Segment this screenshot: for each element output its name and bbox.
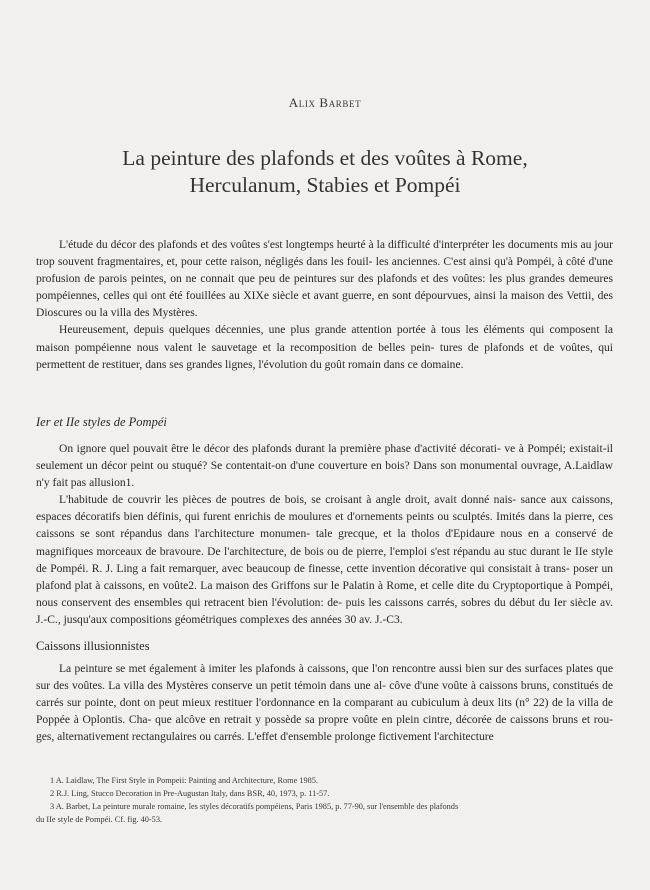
footnote-3: 3 A. Barbet, La peinture murale romaine, les styles décoratifs pompéiens, Paris 1985, p. 77-90, sur l'ensemble des plafonds <box>50 802 459 812</box>
article-title <box>0 145 650 199</box>
section2-text <box>36 661 613 746</box>
footnotes <box>36 774 613 826</box>
section1-paragraph-2: L'habitude de couvrir les pièces de poutres de bois, se croisant à angle droit, avait donné nais- sance aux caissons, espaces décoratifs bien définis, qui furent enrichis de moulures et d'ornements peints ou sculptés. Imités dans la pierre, ces caissons se sont répandus dans l'architecture monumen- tale grecque, et la tholos d'Epidaure nous en a conservé de magnifiques morceaux de bravoure. De l'architecture, de bois ou de pierre, l'emploi s'est répandu au stuc durant le IIe style de Pompéi. R. J. Ling a fait remarquer, avec beaucoup de finesse, cette invention décorative qui consistait à trans- poser un plafond plat à caissons, en voûte2. La maison des Griffons sur le Palatin à Rome, et celle dite du Cryptoportique à Pompéi, nous conservent des ensembles qui retracent bien l'évolution: de- puis les caissons carrés, sobres du début du Ier siècle av. J.-C., jusqu'aux compositions géométriques complexes des années 30 av. J.-C3. <box>36 494 614 626</box>
footnote-1: 1 A. Laidlaw, The First Style in Pompeii: Painting and Architecture, Rome 1985. <box>50 776 319 785</box>
section1-text <box>36 441 613 629</box>
intro-paragraph-1: L'étude du décor des plafonds et des voûtes s'est longtemps heurté à la difficulté d'interpréter les documents mis au jour trop souvent fragmentaires, et, pour cette raison, négligés dans les fouil- les anciennes. C'est ainsi qu'à Pompéi, à côté d'une profusion de parois peintes, on ne connait que peu de peintures sur des plafonds et des voûtes: les plus grandes demeures pompéiennes, celles qui ont été fouillées au XIXe siècle et avant guerre, en sont dépourvues, ainsi la maison des Vettii, des Dioscures ou la villa des Mystères. <box>36 239 614 320</box>
footnote-2: 2 R.J. Ling, Stucco Decoration in Pre-Augustan Italy, dans BSR, 40, 1973, p. 11-57. <box>50 789 330 799</box>
footnote-3-continued: du IIe style de Pompéi. Cf. fig. 40-53. <box>36 815 163 825</box>
section-heading-styles: Ier et IIe styles de Pompéi <box>36 415 167 429</box>
author-name: Alix Barbet <box>288 95 362 110</box>
intro-paragraph-2: Heureusement, depuis quelques décennies, une plus grande attention portée à tous les éléments qui composent la maison pompéienne nous valent le sauvetage et la recomposition de belles pein- tures de plafonds et de voûtes, qui permettent de restituer, dans ses grandes lignes, l'évolution du goût romain dans ce domaine. <box>36 324 614 371</box>
section1-paragraph-1: On ignore quel pouvait être le décor des plafonds durant la première phase d'activité décorati- ve à Pompéi; existait-il seulement un décor peint ou stuqué? Se contentait-on d'une couverture en bois? Dans son monumental ouvrage, A.Laidlaw n'y fait pas allusion1. <box>36 443 613 490</box>
intro-text <box>36 237 613 374</box>
section2-paragraph-1: La peinture se met également à imiter les plafonds à caissons, que l'on rencontre aussi bien sur des surfaces plates que sur des voûtes. La villa des Mystères conserve un petit témoin dans une al- côve d'une voûte à caissons bruns, constitués de carrés sur pointe, dont on peut mieux restituer l'ordonnance en la comparant au cubiculum à deux lits (n° 22) de la villa de Poppée à Oplontis. Cha- que alcôve en retrait y possède sa propre voûte en plein cintre, décorée de caissons bruns et rou- ges, alternativement rectangulaires ou carrés. L'effet d'ensemble prolonge fictivement l'architecture <box>36 663 614 744</box>
title-line-2: Herculanum, Stabies et Pompéi <box>189 173 461 197</box>
section-heading-caissons: Caissons illusionnistes <box>36 639 150 653</box>
title-line-1: La peinture des plafonds et des voûtes à Rome, <box>122 146 528 170</box>
